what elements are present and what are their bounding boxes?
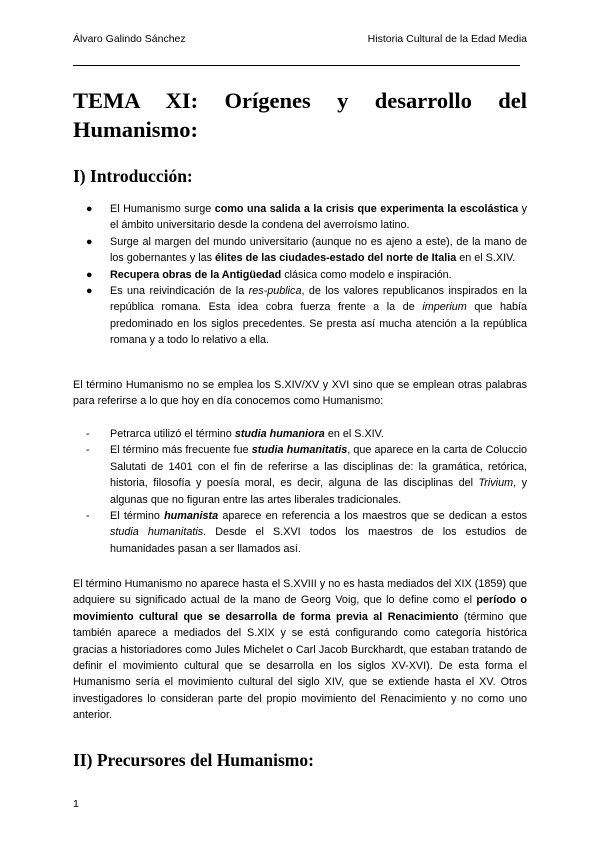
- paragraph-terminology-intro: El término Humanismo no se emplea los S.XIV/XV y XVI sino que se emplean otras palabras para referirse a lo que hoy en día conocemos como Humanismo:: [73, 379, 527, 408]
- paragraph-humanism-definition: El término Humanismo no aparece hasta el S.XVIII y no es hasta mediados del XIX (1859) que adquiere su significado actual de la mano de Georg Voig, que lo define como el período o movimiento cultural que se desarrolla de forma previa al Renacimiento (término que también aparece a mediados del S.XIX y se está configurando como categoría histórica gracias a historiadores como Jules Michelet o Carl Jacob Burckhardt, que estaban tratando de definir el movimiento cultural que se desarrolla en los siglos XV-XVI). De esta forma el Humanismo sería el movimiento cultural del siglo XIV, que se extiende hasta el XV. Otros investigadores lo consideran parte del propio movimiento del Renacimiento y no como uno anterior.: [73, 578, 527, 722]
- list-item: ● Surge al margen del mundo universitario (aunque no es ajeno a este), de la mano de los gobernantes y las élites de las ciudades-estado del norte de Italia en el S.XIV.: [86, 235, 527, 265]
- section-heading-introduccion: I) Introducción:: [73, 166, 193, 186]
- list-item: - El término humanista aparece en referencia a los maestros que se dedican a estos studia humanitatis. Desde el S.XVI todos los maestros de los estudios de humanidades pasan a ser llamados así.: [86, 510, 527, 555]
- list-item: ● El Humanismo surge como una salida a la crisis que experimenta la escolástica y el ámbito universitario desde la condena del averroísmo latino.: [86, 203, 527, 232]
- bullet-marker: ●: [86, 268, 93, 281]
- dash-marker: -: [86, 428, 90, 440]
- dash-marker: -: [86, 510, 90, 523]
- dash-marker: -: [86, 444, 90, 457]
- section-heading-precursores: II) Precursores del Humanismo:: [73, 750, 314, 770]
- header-author: Álvaro Galindo Sánchez: [73, 33, 186, 45]
- header-course: Historia Cultural de la Edad Media: [367, 33, 527, 45]
- page-number: 1: [73, 798, 79, 810]
- bullet-marker: ●: [86, 235, 93, 248]
- list-item: ● Es una reivindicación de la res-publica, de los valores republicanos inspirados en la república romana. Esta idea cobra fuerza frente a la de imperium que había predominado en los siglos precedentes. Se presta así mucha atención a la república romana y a todo lo relativo a ella.: [86, 285, 527, 347]
- page-title: TEMA XI: Orígenes y desarrollo del Humanismo:: [73, 88, 527, 142]
- terms-dash-list: [73, 426, 527, 557]
- bullet-marker: ●: [86, 203, 93, 215]
- intro-bullet-list: [73, 201, 527, 349]
- bullet-marker: ●: [86, 285, 93, 298]
- list-item: ● Recupera obras de la Antigüedad clásica como modelo e inspiración.: [73, 267, 527, 283]
- header-rule: [73, 65, 520, 66]
- list-item: - El término más frecuente fue studia humanitatis, que aparece en la carta de Coluccio Salutati de 1401 con el fin de referirse a las disciplinas de: la gramática, retórica, historia, filosofía y poesía moral, es decir, alguna de las disciplinas del Trivium, y algunas que no figuran entre las artes liberales tradicionales.: [86, 444, 527, 506]
- list-item: - Petrarca utilizó el término studia humaniora en el S.XIV.: [73, 426, 527, 442]
